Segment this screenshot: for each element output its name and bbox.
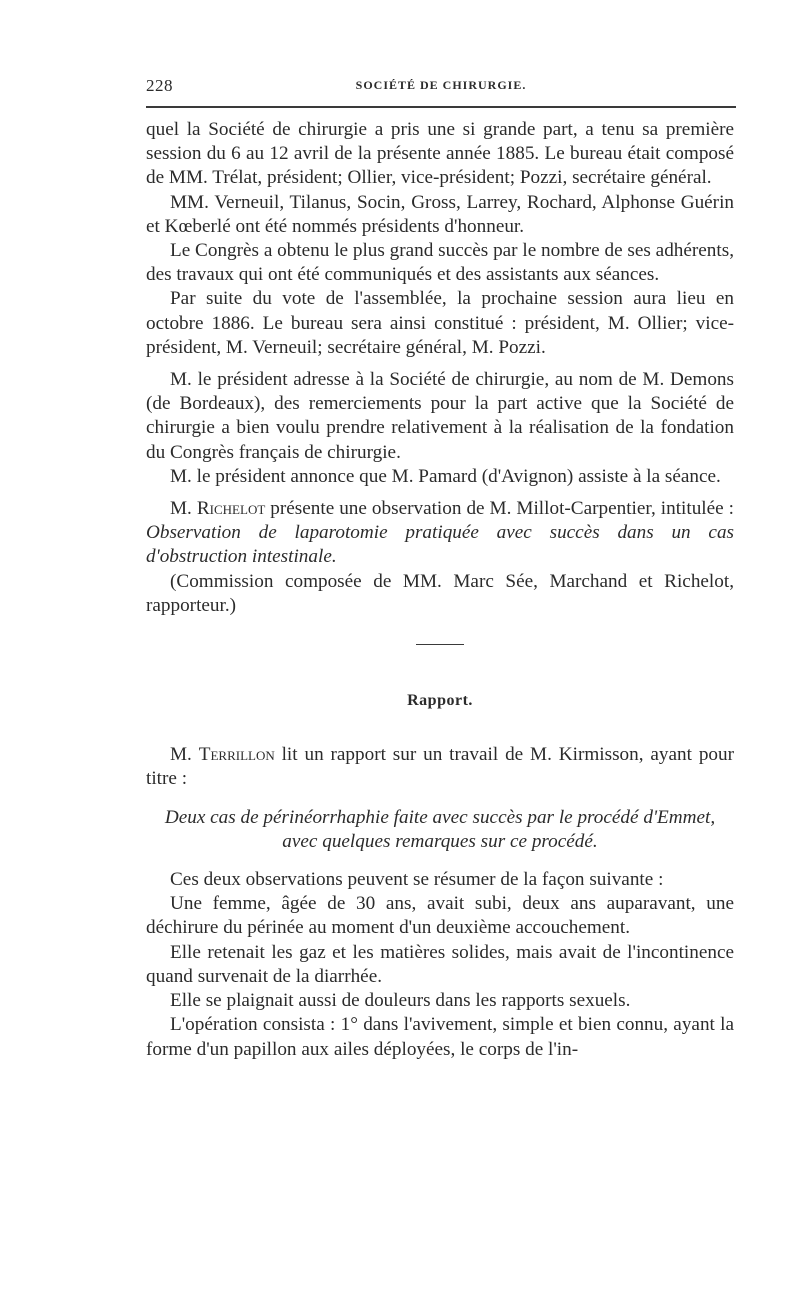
observation-title: Observation de laparotomie pratiquée avec succès dans un cas d'obstruction intestinale. [146,522,734,568]
richelot-name: Richelot [196,498,266,520]
section-heading: Rapport. [407,692,473,710]
spacer [146,489,734,497]
running-title: SOCIÉTÉ DE CHIRURGIE. [355,78,527,92]
page-number: 228 [146,76,173,95]
paragraph-report-intro [146,743,734,791]
paragraph-congress-success: Le Congrès a obtenu le plus grand succès par le nombre de ses adhérents, des travaux qui ont été communiqués et des assistants aux séances. [146,240,734,286]
paragraph-pain: Elle se plaignait aussi de douleurs dans les rapports sexuels. [170,990,631,1012]
section-divider [416,644,464,645]
spacer [146,360,734,368]
paragraph-honorary-presidents: MM. Verneuil, Tilanus, Socin, Gross, Larrey, Rochard, Alphonse Guérin et Kœberlé ont été nommés présidents d'honneur. [146,191,734,237]
terrillon-rest: lit un rapport sur un travail de M. Kirmisson, ayant pour titre : [146,744,734,790]
paragraph-pamard: M. le président annonce que M. Pamard (d'Avignon) assiste à la séance. [170,465,721,487]
paragraph-summary-intro: Ces deux observations peuvent se résumer de la façon suivante : [170,869,664,891]
paragraph-commission: (Commission composée de MM. Marc Sée, Marchand et Richelot, rapporteur.) [146,570,734,616]
paragraph-congress-session: quel la Société de chirurgie a pris une si grande part, a tenu sa première session du 6 au 12 avril de la présente année 1885. Le bureau était composé de MM. Trélat, président; Ollier, vice-président; Pozzi, secrétaire général. [146,119,734,189]
paragraph-next-session: Par suite du vote de l'assemblée, la prochaine session aura lieu en octobre 1886. Le bureau sera ainsi constitué : président, M. Ollier; vice-président, M. Verneuil; secrétaire général, M. Pozzi. [146,288,734,358]
paragraph-operation: L'opération consista : 1° dans l'avivement, simple et bien connu, ayant la forme d'un papillon aux ailes déployées, le corps de l'in- [146,1014,734,1060]
richelot-prefix: M. [170,498,197,520]
terrillon-prefix: M. [170,744,199,766]
paragraph-thanks-demons: M. le président adresse à la Société de chirurgie, au nom de M. Demons (de Bordeaux), des remerciements pour la part active que la Société de chirurgie a bien voulu prendre relativement à la réalisation de la fondation du Congrès français de chirurgie. [146,369,734,463]
richelot-middle: présente une observation de M. Millot-Carpentier, intitulée : [265,498,735,520]
paragraph-incontinence: Elle retenait les gaz et les matières solides, mais avait de l'incontinence quand survenait de la diarrhée. [146,941,734,987]
paragraph-richelot [146,497,734,570]
header-rule [146,106,736,108]
terrillon-name: Terrillon [198,744,275,766]
work-title: Deux cas de périnéorrhaphie faite avec succès par le procédé d'Emmet, avec quelques remarques sur ce procédé. [164,806,716,852]
page-header [146,76,736,100]
body-text [146,118,734,1062]
paragraph-patient: Une femme, âgée de 30 ans, avait subi, deux ans auparavant, une déchirure du périnée au moment d'un deuxième accouchement. [146,893,734,939]
